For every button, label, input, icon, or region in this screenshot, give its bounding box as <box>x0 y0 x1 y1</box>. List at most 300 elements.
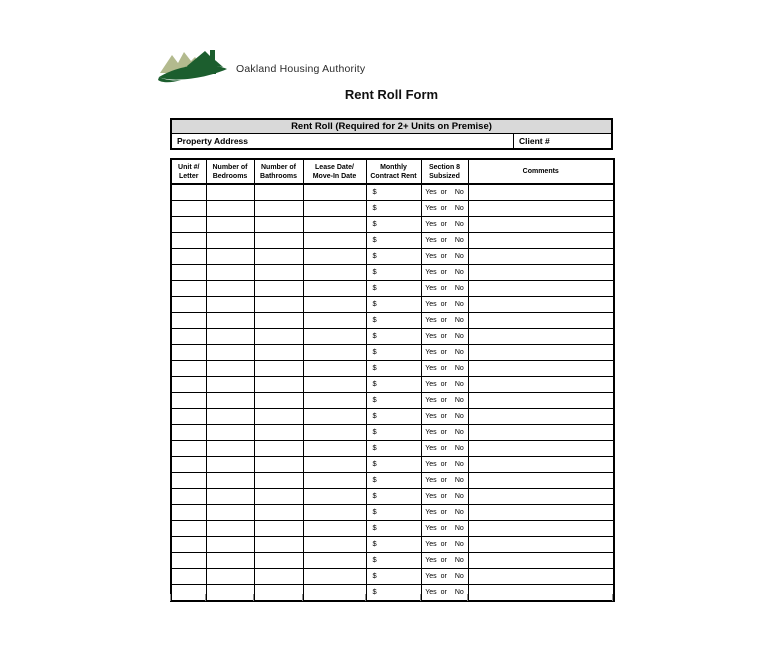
lease-date-cell[interactable] <box>303 537 366 553</box>
bedrooms-cell[interactable] <box>206 281 254 297</box>
contract-rent-cell[interactable] <box>366 313 421 329</box>
col-header-contract-rent: Monthly Contract Rent <box>366 159 421 184</box>
dollar-sign: $ <box>372 187 377 196</box>
contract-rent-cell[interactable] <box>366 233 421 249</box>
rent-roll-row <box>171 313 614 329</box>
bedrooms-cell[interactable] <box>206 473 254 489</box>
unit-cell[interactable] <box>171 569 206 585</box>
rent-roll-row <box>171 249 614 265</box>
unit-cell[interactable] <box>171 313 206 329</box>
comments-cell[interactable] <box>468 473 614 489</box>
bathrooms-cell[interactable] <box>254 345 303 361</box>
section8-cell[interactable] <box>421 425 468 441</box>
lease-date-cell[interactable] <box>303 361 366 377</box>
dollar-sign: $ <box>372 411 377 420</box>
lease-date-cell[interactable] <box>303 281 366 297</box>
dollar-sign: $ <box>372 235 377 244</box>
section8-cell[interactable] <box>421 201 468 217</box>
bedrooms-cell[interactable] <box>206 441 254 457</box>
bathrooms-cell[interactable] <box>254 329 303 345</box>
rent-roll-table-body <box>171 184 614 601</box>
section8-no-option[interactable]: No <box>454 476 464 484</box>
comments-cell[interactable] <box>468 441 614 457</box>
lease-date-cell[interactable] <box>303 425 366 441</box>
section8-yes-option[interactable]: Yes <box>425 204 437 212</box>
col-header-unit: Unit #/ Letter <box>171 159 206 184</box>
dollar-sign: $ <box>372 507 377 516</box>
dollar-sign: $ <box>372 539 377 548</box>
section8-or-text: or <box>440 380 447 388</box>
bathrooms-cell[interactable] <box>254 233 303 249</box>
section8-yes-option[interactable]: Yes <box>425 268 437 276</box>
section8-cell[interactable] <box>421 265 468 281</box>
contract-rent-cell[interactable] <box>366 377 421 393</box>
section8-no-option[interactable]: No <box>454 540 464 548</box>
lease-date-cell[interactable] <box>303 201 366 217</box>
section8-no-option[interactable]: No <box>454 492 464 500</box>
lease-date-cell[interactable] <box>303 297 366 313</box>
section8-yes-option[interactable]: Yes <box>425 316 437 324</box>
unit-cell[interactable] <box>171 361 206 377</box>
section8-yes-option[interactable]: Yes <box>425 348 437 356</box>
section8-cell[interactable] <box>421 457 468 473</box>
unit-cell[interactable] <box>171 184 206 201</box>
section8-no-option[interactable]: No <box>454 412 464 420</box>
col-header-lease-date: Lease Date/ Move-In Date <box>303 159 366 184</box>
bedrooms-cell[interactable] <box>206 313 254 329</box>
comments-cell[interactable] <box>468 505 614 521</box>
bedrooms-cell[interactable] <box>206 297 254 313</box>
contract-rent-cell[interactable] <box>366 569 421 585</box>
unit-cell[interactable] <box>171 553 206 569</box>
section8-yes-option[interactable]: Yes <box>425 588 437 596</box>
rent-roll-row <box>171 425 614 441</box>
section8-yes-option[interactable]: Yes <box>425 364 437 372</box>
bathrooms-cell[interactable] <box>254 425 303 441</box>
dollar-sign: $ <box>372 523 377 532</box>
bathrooms-cell[interactable] <box>254 313 303 329</box>
section8-yes-option[interactable]: Yes <box>425 492 437 500</box>
section8-cell[interactable] <box>421 409 468 425</box>
section8-or-text: or <box>440 348 447 356</box>
comments-cell[interactable] <box>468 249 614 265</box>
section8-yes-option[interactable]: Yes <box>425 252 437 260</box>
section8-no-option[interactable]: No <box>454 556 464 564</box>
bathrooms-cell[interactable] <box>254 441 303 457</box>
dollar-sign: $ <box>372 571 377 580</box>
unit-cell[interactable] <box>171 201 206 217</box>
bedrooms-cell[interactable] <box>206 537 254 553</box>
section8-or-text: or <box>440 444 447 452</box>
dollar-sign: $ <box>372 299 377 308</box>
unit-cell[interactable] <box>171 473 206 489</box>
contract-rent-cell[interactable] <box>366 409 421 425</box>
bedrooms-cell[interactable] <box>206 233 254 249</box>
contract-rent-cell[interactable] <box>366 265 421 281</box>
dollar-sign: $ <box>372 475 377 484</box>
section8-no-option[interactable]: No <box>454 252 464 260</box>
comments-cell[interactable] <box>468 313 614 329</box>
unit-cell[interactable] <box>171 521 206 537</box>
section8-yes-option[interactable]: Yes <box>425 188 437 196</box>
unit-cell[interactable] <box>171 233 206 249</box>
contract-rent-cell[interactable] <box>366 281 421 297</box>
dollar-sign: $ <box>372 331 377 340</box>
comments-cell[interactable] <box>468 281 614 297</box>
section8-or-text: or <box>440 412 447 420</box>
contract-rent-cell[interactable] <box>366 537 421 553</box>
rent-roll-row <box>171 537 614 553</box>
dollar-sign: $ <box>372 347 377 356</box>
comments-cell[interactable] <box>468 361 614 377</box>
lease-date-cell[interactable] <box>303 377 366 393</box>
unit-cell[interactable] <box>171 457 206 473</box>
rent-roll-table-header <box>171 159 614 184</box>
section8-yes-option[interactable]: Yes <box>425 444 437 452</box>
client-number-field[interactable] <box>514 134 611 148</box>
comments-cell[interactable] <box>468 457 614 473</box>
bathrooms-cell[interactable] <box>254 393 303 409</box>
unit-cell[interactable] <box>171 217 206 233</box>
bathrooms-cell[interactable] <box>254 201 303 217</box>
comments-cell[interactable] <box>468 425 614 441</box>
section8-or-text: or <box>440 252 447 260</box>
dollar-sign: $ <box>372 459 377 468</box>
section8-yes-option[interactable]: Yes <box>425 300 437 308</box>
comments-cell[interactable] <box>468 184 614 201</box>
rent-roll-row <box>171 553 614 569</box>
bathrooms-cell[interactable] <box>254 409 303 425</box>
rent-roll-row <box>171 201 614 217</box>
section8-no-option[interactable]: No <box>454 396 464 404</box>
section8-yes-option[interactable]: Yes <box>425 572 437 580</box>
section8-yes-option[interactable]: Yes <box>425 412 437 420</box>
section8-cell[interactable] <box>421 393 468 409</box>
section8-cell[interactable] <box>421 184 468 201</box>
lease-date-cell[interactable] <box>303 233 366 249</box>
col-header-section8: Section 8 Subsized <box>421 159 468 184</box>
rent-roll-row <box>171 489 614 505</box>
section8-yes-option[interactable]: Yes <box>425 380 437 388</box>
lease-date-cell[interactable] <box>303 184 366 201</box>
bathrooms-cell[interactable] <box>254 521 303 537</box>
section8-yes-option[interactable]: Yes <box>425 236 437 244</box>
bedrooms-cell[interactable] <box>206 393 254 409</box>
property-address-label: Property Address <box>177 136 249 146</box>
section8-no-option[interactable]: No <box>454 428 464 436</box>
bedrooms-cell[interactable] <box>206 425 254 441</box>
comments-cell[interactable] <box>468 537 614 553</box>
section8-or-text: or <box>440 268 447 276</box>
contract-rent-cell[interactable] <box>366 521 421 537</box>
dollar-sign: $ <box>372 427 377 436</box>
dollar-sign: $ <box>372 379 377 388</box>
bathrooms-cell[interactable] <box>254 265 303 281</box>
unit-cell[interactable] <box>171 537 206 553</box>
bedrooms-cell[interactable] <box>206 201 254 217</box>
comments-cell[interactable] <box>468 233 614 249</box>
section8-cell[interactable] <box>421 505 468 521</box>
client-number-label: Client # <box>519 136 550 146</box>
lease-date-cell[interactable] <box>303 569 366 585</box>
contract-rent-cell[interactable] <box>366 457 421 473</box>
lease-date-cell[interactable] <box>303 441 366 457</box>
bedrooms-cell[interactable] <box>206 521 254 537</box>
bedrooms-cell[interactable] <box>206 553 254 569</box>
bedrooms-cell[interactable] <box>206 329 254 345</box>
section8-cell[interactable] <box>421 297 468 313</box>
comments-cell[interactable] <box>468 329 614 345</box>
section8-cell[interactable] <box>421 521 468 537</box>
unit-cell[interactable] <box>171 281 206 297</box>
comments-cell[interactable] <box>468 377 614 393</box>
section8-cell[interactable] <box>421 473 468 489</box>
section8-no-option[interactable]: No <box>454 460 464 468</box>
section8-no-option[interactable]: No <box>454 572 464 580</box>
rent-roll-row <box>171 184 614 201</box>
dollar-sign: $ <box>372 443 377 452</box>
bedrooms-cell[interactable] <box>206 265 254 281</box>
comments-cell[interactable] <box>468 553 614 569</box>
section8-cell[interactable] <box>421 233 468 249</box>
dollar-sign: $ <box>372 219 377 228</box>
section8-no-option[interactable]: No <box>454 236 464 244</box>
bedrooms-cell[interactable] <box>206 377 254 393</box>
bathrooms-cell[interactable] <box>254 505 303 521</box>
comments-cell[interactable] <box>468 409 614 425</box>
contract-rent-cell[interactable] <box>366 473 421 489</box>
rent-roll-row <box>171 457 614 473</box>
unit-cell[interactable] <box>171 297 206 313</box>
lease-date-cell[interactable] <box>303 265 366 281</box>
lease-date-cell[interactable] <box>303 521 366 537</box>
section8-no-option[interactable]: No <box>454 332 464 340</box>
rent-roll-row <box>171 521 614 537</box>
bathrooms-cell[interactable] <box>254 297 303 313</box>
section8-no-option[interactable]: No <box>454 508 464 516</box>
bathrooms-cell[interactable] <box>254 361 303 377</box>
contract-rent-cell[interactable] <box>366 393 421 409</box>
section8-no-option[interactable]: No <box>454 348 464 356</box>
section8-cell[interactable] <box>421 537 468 553</box>
dollar-sign: $ <box>372 395 377 404</box>
rent-roll-row <box>171 345 614 361</box>
section8-or-text: or <box>440 284 447 292</box>
lease-date-cell[interactable] <box>303 393 366 409</box>
dollar-sign: $ <box>372 555 377 564</box>
lease-date-cell[interactable] <box>303 313 366 329</box>
unit-cell[interactable] <box>171 409 206 425</box>
comments-cell[interactable] <box>468 217 614 233</box>
lease-date-cell[interactable] <box>303 329 366 345</box>
bathrooms-cell[interactable] <box>254 553 303 569</box>
contract-rent-cell[interactable] <box>366 217 421 233</box>
section8-yes-option[interactable]: Yes <box>425 476 437 484</box>
section8-or-text: or <box>440 540 447 548</box>
bathrooms-cell[interactable] <box>254 377 303 393</box>
oakland-housing-authority-logo <box>157 46 231 90</box>
dollar-sign: $ <box>372 491 377 500</box>
section8-no-option[interactable]: No <box>454 284 464 292</box>
comments-cell[interactable] <box>468 393 614 409</box>
contract-rent-cell[interactable] <box>366 249 421 265</box>
section8-or-text: or <box>440 588 447 596</box>
section8-cell[interactable] <box>421 281 468 297</box>
bedrooms-cell[interactable] <box>206 505 254 521</box>
bedrooms-cell[interactable] <box>206 345 254 361</box>
unit-cell[interactable] <box>171 441 206 457</box>
section8-no-option[interactable]: No <box>454 300 464 308</box>
unit-cell[interactable] <box>171 329 206 345</box>
unit-cell[interactable] <box>171 393 206 409</box>
section8-no-option[interactable]: No <box>454 316 464 324</box>
contract-rent-cell[interactable] <box>366 345 421 361</box>
contract-rent-cell[interactable] <box>366 425 421 441</box>
contract-rent-cell[interactable] <box>366 441 421 457</box>
bathrooms-cell[interactable] <box>254 489 303 505</box>
section8-no-option[interactable]: No <box>454 524 464 532</box>
section8-cell[interactable] <box>421 345 468 361</box>
lease-date-cell[interactable] <box>303 473 366 489</box>
section8-or-text: or <box>440 524 447 532</box>
section8-or-text: or <box>440 364 447 372</box>
lease-date-cell[interactable] <box>303 217 366 233</box>
comments-cell[interactable] <box>468 489 614 505</box>
rent-roll-row <box>171 473 614 489</box>
section8-yes-option[interactable]: Yes <box>425 396 437 404</box>
bathrooms-cell[interactable] <box>254 184 303 201</box>
section8-yes-option[interactable]: Yes <box>425 284 437 292</box>
section8-cell[interactable] <box>421 249 468 265</box>
contract-rent-cell[interactable] <box>366 329 421 345</box>
section8-no-option[interactable]: No <box>454 268 464 276</box>
section8-cell[interactable] <box>421 217 468 233</box>
rent-roll-info-box <box>170 118 613 150</box>
dollar-sign: $ <box>372 315 377 324</box>
rent-roll-row <box>171 329 614 345</box>
lease-date-cell[interactable] <box>303 249 366 265</box>
section8-or-text: or <box>440 188 447 196</box>
section8-cell[interactable] <box>421 377 468 393</box>
section8-yes-option[interactable]: Yes <box>425 524 437 532</box>
section8-cell[interactable] <box>421 329 468 345</box>
section8-no-option[interactable]: No <box>454 220 464 228</box>
lease-date-cell[interactable] <box>303 457 366 473</box>
section8-or-text: or <box>440 204 447 212</box>
section8-cell[interactable] <box>421 553 468 569</box>
comments-cell[interactable] <box>468 345 614 361</box>
rent-roll-row <box>171 393 614 409</box>
bathrooms-cell[interactable] <box>254 249 303 265</box>
section8-yes-option[interactable]: Yes <box>425 332 437 340</box>
bathrooms-cell[interactable] <box>254 217 303 233</box>
lease-date-cell[interactable] <box>303 553 366 569</box>
lease-date-cell[interactable] <box>303 409 366 425</box>
section8-or-text: or <box>440 300 447 308</box>
section8-no-option[interactable]: No <box>454 444 464 452</box>
section8-or-text: or <box>440 572 447 580</box>
section8-cell[interactable] <box>421 361 468 377</box>
section8-cell[interactable] <box>421 569 468 585</box>
rent-roll-row <box>171 217 614 233</box>
section8-or-text: or <box>440 236 447 244</box>
contract-rent-cell[interactable] <box>366 184 421 201</box>
unit-cell[interactable] <box>171 265 206 281</box>
property-address-field[interactable] <box>172 134 514 148</box>
comments-cell[interactable] <box>468 521 614 537</box>
section8-yes-option[interactable]: Yes <box>425 508 437 516</box>
section8-no-option[interactable]: No <box>454 204 464 212</box>
unit-cell[interactable] <box>171 345 206 361</box>
comments-cell[interactable] <box>468 201 614 217</box>
bedrooms-cell[interactable] <box>206 361 254 377</box>
bedrooms-cell[interactable] <box>206 489 254 505</box>
bathrooms-cell[interactable] <box>254 537 303 553</box>
rent-roll-row <box>171 441 614 457</box>
bathrooms-cell[interactable] <box>254 473 303 489</box>
section8-cell[interactable] <box>421 441 468 457</box>
section8-no-option[interactable]: No <box>454 364 464 372</box>
bathrooms-cell[interactable] <box>254 457 303 473</box>
col-header-bedrooms: Number of Bedrooms <box>206 159 254 184</box>
col-header-bathrooms: Number of Bathrooms <box>254 159 303 184</box>
section8-or-text: or <box>440 508 447 516</box>
dollar-sign: $ <box>372 363 377 372</box>
section8-no-option[interactable]: No <box>454 188 464 196</box>
contract-rent-cell[interactable] <box>366 361 421 377</box>
rent-roll-row <box>171 265 614 281</box>
unit-cell[interactable] <box>171 489 206 505</box>
section8-yes-option[interactable]: Yes <box>425 460 437 468</box>
contract-rent-cell[interactable] <box>366 201 421 217</box>
section8-yes-option[interactable]: Yes <box>425 556 437 564</box>
bathrooms-cell[interactable] <box>254 281 303 297</box>
bedrooms-cell[interactable] <box>206 184 254 201</box>
section8-yes-option[interactable]: Yes <box>425 540 437 548</box>
rent-roll-row <box>171 409 614 425</box>
section8-cell[interactable] <box>421 313 468 329</box>
contract-rent-cell[interactable] <box>366 297 421 313</box>
contract-rent-cell[interactable] <box>366 489 421 505</box>
bedrooms-cell[interactable] <box>206 457 254 473</box>
lease-date-cell[interactable] <box>303 489 366 505</box>
section8-no-option[interactable]: No <box>454 380 464 388</box>
lease-date-cell[interactable] <box>303 345 366 361</box>
org-name: Oakland Housing Authority <box>236 63 366 75</box>
bedrooms-cell[interactable] <box>206 217 254 233</box>
bedrooms-cell[interactable] <box>206 409 254 425</box>
section8-yes-option[interactable]: Yes <box>425 220 437 228</box>
section8-no-option[interactable]: No <box>454 588 464 596</box>
section8-cell[interactable] <box>421 489 468 505</box>
contract-rent-cell[interactable] <box>366 505 421 521</box>
comments-cell[interactable] <box>468 265 614 281</box>
unit-cell[interactable] <box>171 425 206 441</box>
lease-date-cell[interactable] <box>303 505 366 521</box>
bedrooms-cell[interactable] <box>206 569 254 585</box>
contract-rent-cell[interactable] <box>366 553 421 569</box>
unit-cell[interactable] <box>171 249 206 265</box>
unit-cell[interactable] <box>171 505 206 521</box>
section8-yes-option[interactable]: Yes <box>425 428 437 436</box>
bedrooms-cell[interactable] <box>206 249 254 265</box>
rent-roll-row <box>171 297 614 313</box>
bathrooms-cell[interactable] <box>254 569 303 585</box>
mountain-house-logo-icon <box>157 46 231 90</box>
comments-cell[interactable] <box>468 297 614 313</box>
comments-cell[interactable] <box>468 569 614 585</box>
unit-cell[interactable] <box>171 377 206 393</box>
